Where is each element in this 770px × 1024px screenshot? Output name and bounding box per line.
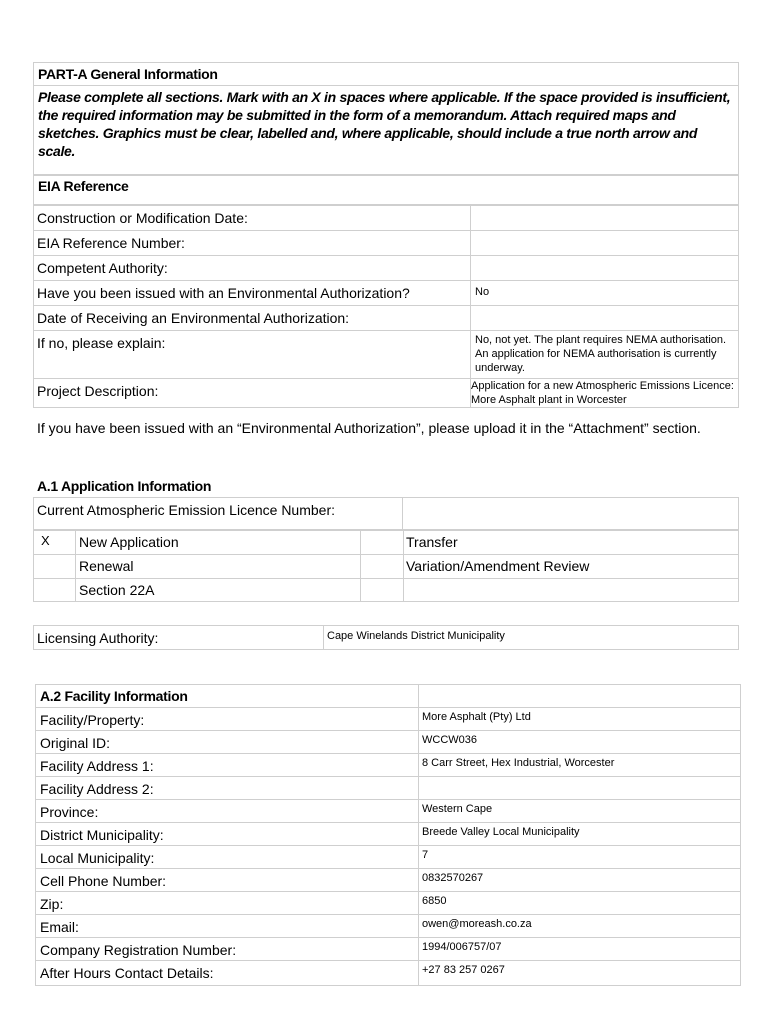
zip-label: Zip: xyxy=(40,896,64,912)
new-application-checkbox[interactable]: X xyxy=(41,533,50,548)
a1-heading: A.1 Application Information xyxy=(37,478,212,494)
province-field[interactable]: Western Cape xyxy=(422,803,493,815)
original-id-label: Original ID: xyxy=(40,735,111,751)
construction-date-label: Construction or Modification Date: xyxy=(37,210,248,226)
facility-property-label: Facility/Property: xyxy=(40,712,145,728)
email-field[interactable]: owen@moreash.co.za xyxy=(422,918,532,930)
ea-upload-note: If you have been issued with an “Environmental Authorization”, please upload it in the “Attachment” section. xyxy=(37,420,701,436)
if-no-explain-label: If no, please explain: xyxy=(37,335,166,351)
eia-heading: EIA Reference xyxy=(38,178,129,194)
transfer-label: Transfer xyxy=(406,534,458,550)
district-municipality-field[interactable]: Breede Valley Local Municipality xyxy=(422,826,580,838)
transfer-checkbox[interactable] xyxy=(361,531,402,553)
original-id-field[interactable]: WCCW036 xyxy=(422,734,478,746)
ea-issued-label: Have you been issued with an Environmental Authorization? xyxy=(37,285,410,301)
licence-number-label: Current Atmospheric Emission Licence Number: xyxy=(37,502,336,518)
competent-authority-label: Competent Authority: xyxy=(37,260,168,276)
ea-date-label: Date of Receiving an Environmental Authorization: xyxy=(37,310,350,326)
cell-phone-label: Cell Phone Number: xyxy=(40,873,167,889)
email-label: Email: xyxy=(40,919,79,935)
eia-reference-number-label: EIA Reference Number: xyxy=(37,235,185,251)
company-registration-label: Company Registration Number: xyxy=(40,942,237,958)
a2-heading: A.2 Facility Information xyxy=(40,688,188,704)
local-municipality-field[interactable]: 7 xyxy=(422,849,429,861)
renewal-checkbox[interactable] xyxy=(34,555,74,577)
part-a-instructions: Please complete all sections. Mark with an X in spaces where applicable. If the space provided is insufficient, the required information may be submitted in the form of a memorandum. Attach required maps and sketches. Graphics must be clear, labelled and, where applicable, should include a true north arrow and scale. xyxy=(38,89,731,159)
ea-issued-field[interactable]: No xyxy=(475,286,490,298)
local-municipality-label: Local Municipality: xyxy=(40,850,155,866)
project-description-field[interactable]: Application for a new Atmospheric Emissions Licence: More Asphalt plant in Worcester xyxy=(471,380,734,406)
after-hours-contact-label: After Hours Contact Details: xyxy=(40,965,214,981)
district-municipality-label: District Municipality: xyxy=(40,827,164,843)
renewal-label: Renewal xyxy=(79,558,134,574)
project-description-label: Project Description: xyxy=(37,383,159,399)
facility-address-1-field[interactable]: 8 Carr Street, Hex Industrial, Worcester xyxy=(422,757,615,769)
zip-field[interactable]: 6850 xyxy=(422,895,447,907)
if-no-explain-field[interactable]: No, not yet. The plant requires NEMA authorisation. An application for NEMA authorisation is currently underway. xyxy=(475,334,727,374)
facility-property-field[interactable]: More Asphalt (Pty) Ltd xyxy=(422,711,531,723)
licensing-authority-field[interactable]: Cape Winelands District Municipality xyxy=(327,630,505,642)
licensing-authority-label: Licensing Authority: xyxy=(37,630,159,646)
part-a-title: PART-A General Information xyxy=(38,66,218,82)
section22a-label: Section 22A xyxy=(79,582,155,598)
variation-checkbox[interactable] xyxy=(361,555,402,577)
facility-address-2-label: Facility Address 2: xyxy=(40,781,154,797)
facility-address-1-label: Facility Address 1: xyxy=(40,758,154,774)
province-label: Province: xyxy=(40,804,99,820)
company-registration-field[interactable]: 1994/006757/07 xyxy=(422,941,502,953)
new-application-label: New Application xyxy=(79,534,179,550)
section22a-checkbox[interactable] xyxy=(34,579,74,601)
cell-phone-field[interactable]: 0832570267 xyxy=(422,872,484,884)
eia-heading-box xyxy=(33,175,739,205)
variation-label: Variation/Amendment Review xyxy=(406,558,590,574)
after-hours-contact-field[interactable]: +27 83 257 0267 xyxy=(422,964,505,976)
